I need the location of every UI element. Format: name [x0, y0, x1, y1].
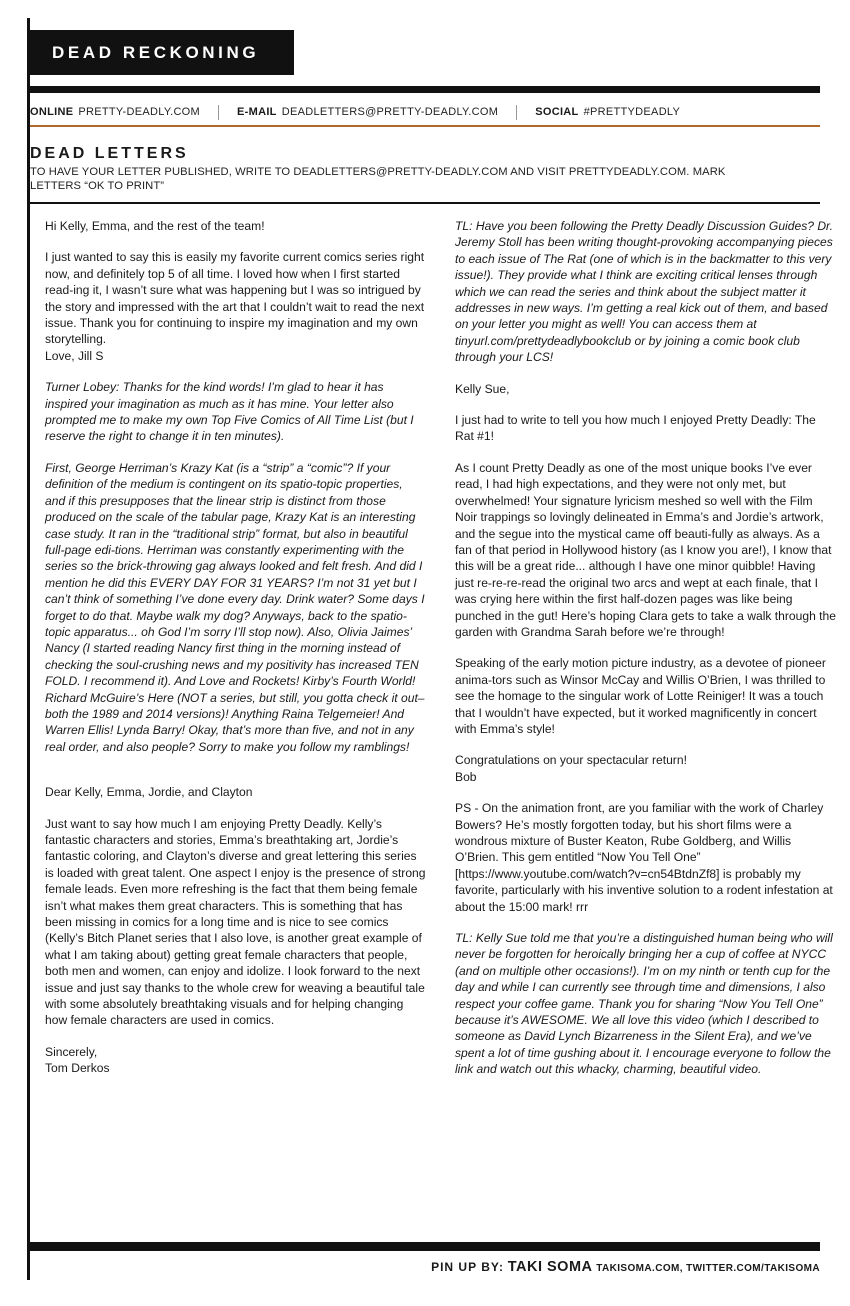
- section-heading: DEAD LETTERS: [30, 145, 189, 162]
- left-column: [45, 218, 426, 1092]
- letter-paragraph: I just wanted to say this is easily my favorite current comics series right now, and definitely top 5 of all time. I loved how when I first started read-ing it, I wasn’t sure what was happening but I was so intrigued by the story and impressed with the art that I couldn’t wait to read the next issue. Thank you for continuing to inspire my imagination and my own storytelling.: [45, 250, 425, 347]
- contact-online: [30, 106, 200, 118]
- contact-divider-1: [218, 105, 219, 120]
- masthead-banner: [30, 30, 294, 75]
- pinup-label: PIN UP BY:: [431, 1260, 504, 1274]
- contact-social-value: #PRETTYDEADLY: [583, 106, 681, 118]
- letter-paragraph: I just had to write to tell you how much I enjoyed Pretty Deadly: The Rat #1!: [455, 413, 816, 444]
- masthead-title: DEAD RECKONING: [52, 42, 260, 62]
- section-divider-rule: [30, 202, 820, 204]
- contact-email: [237, 106, 498, 118]
- contact-email-value: DEADLETTERS@PRETTY-DEADLY.COM: [281, 106, 499, 118]
- letter-salutation: Dear Kelly, Emma, Jordie, and Clayton: [45, 785, 253, 800]
- top-divider-bar: [30, 86, 820, 93]
- contact-social-label: SOCIAL: [535, 106, 579, 118]
- pinup-credit: [30, 1259, 820, 1275]
- letter-signature: Bob: [455, 769, 477, 784]
- letter-salutation: Kelly Sue,: [455, 381, 510, 396]
- editor-reply-paragraph: TL: Kelly Sue told me that you’re a distinguished human being who will never be forgotten for heroically bringing her a cup of coffee at NYCC (and on multiple other occasions!). I’m on my ninth or tenth cup for the day and while I can currently see through time and dimensions, I also respect your coffee game. Thank you for sharing “Now You Tell One” because it’s AWESOME. We all love this video (which I described to someone as David Lynch Bizarreness in the Silent Era), and we’ve spent a lot of time gushing about it. I encourage everyone to follow the link and watch out this whacky, charming, beautiful video.: [455, 931, 833, 1077]
- contact-email-label: E-MAIL: [237, 106, 277, 118]
- letter-postscript: PS - On the animation front, are you familiar with the work of Charley Bowers? He’s mostly forgotten today, but his short films were a wondrous mixture of Buster Keaton, Rube Goldberg, and Willis O’Brien. This gem entitled “Now You Tell One” [https://www.youtube.com/watch?v=cn54BtdnZf8] is probably my favorite, particularly with his inventive solution to a rodent infestation at about the 15:00 mark! rrr: [455, 801, 833, 914]
- letter-paragraph: Hi Kelly, Emma, and the rest of the team!: [45, 219, 265, 233]
- column-spacer: [45, 770, 426, 784]
- pinup-artist-name: TAKI SOMA: [507, 1259, 593, 1275]
- editor-reply-paragraph: First, George Herriman’s Krazy Kat (is a “strip” a “comic”? If your definition of the medium is contingent on its spatio-topic properties, and if this presupposes that the linear strip is distinct from those produced on the scale of the tabular page, Krazy Kat is an interesting case study. It ran in the “traditional strip” format, but also in beautiful full-page edi-tions. Herriman was constantly experimenting with the series so the brick-throwing gag always looked and felt fresh. And did I mention he did this EVERY DAY FOR 31 YEARS? I’m not 31 yet but I can’t think of something I’ve done every day. Drink water? Some days I forget to do that. Maybe walk my dog? Anyways, back to the spatio-topic apparatus... oh God I’m sorry I’ll stop now). Also, Olivia Jaimes’ Nancy (I started reading Nancy first thing in the morning instead of checking the soul-crushing news and my positivity has increased TEN FOLD. I recommend it). And Love and Rockets! Kirby’s Fourth World! Richard McGuire’s Here (NOT a series, but still, you gotta check it out–both the 1989 and 2014 versions)! Anything Raina Telgemeier! And Warren Ellis! Lynda Barry! Okay, that’s more than five, and not in any real order, and also people? Sorry to make you follow my ramblings!: [45, 460, 425, 754]
- contact-online-label: ONLINE: [30, 106, 74, 118]
- letter-closing: Sincerely,: [45, 1044, 98, 1059]
- letter-paragraph: As I count Pretty Deadly as one of the most unique books I’ve ever read, I had high expectations, and they were not only met, but overwhelmed! Your signature lyricism meshed so well with the Film Noir trappings so lovingly delineated in Emma’s and Jordie’s artwork, and the segue into the mystical came off beauti-fully as always. As a fan of that period in Hollywood history (as I know you are!), I know that this will be a great ride... although I have one minor quibble! Having just re-re-re-read the original two arcs and wept at each finale, that I was crying here within the first half-dozen pages was like being punched in the gut! Here’s hoping Clara gets to take a walk through the garden with Grandma Sarah before we’re through!: [455, 460, 836, 639]
- contact-divider-2: [516, 105, 517, 120]
- letter-paragraph: Speaking of the early motion picture industry, as a devotee of pioneer anima-tors such as Winsor McCay and Willis O’Brien, I was thrilled to see the homage to the singular work of Lotte Reiniger! It was a touch that I wouldn’t have expected, but it worked magnificently in concert with Emma’s style!: [455, 656, 826, 736]
- contact-strip: [30, 101, 820, 123]
- left-vertical-rule: [27, 18, 30, 1280]
- letter-paragraph: Just want to say how much I am enjoying Pretty Deadly. Kelly’s fantastic characters and stories, Emma’s breathtaking art, Jordie’s fantastic coloring, and Clayton’s diverse and great lettering this series is loaded with great talent. One aspect I enjoy is the presence of strong female leads. Even more refreshing is the fact that them being female isn’t what makes them great characters. This is something that has been missing in comics for a long time and is nice to see comics (Kelly’s Bitch Planet series that I also love, is another great example of what I am taking about) getting great female characters that people, both men and women, can enjoy and idolize. I look forward to the next issue and just say thanks to the whole crew for weaving a beautiful tale with some absolutely breathtaking visuals and for helping changing how female characters are used in comics.: [45, 816, 426, 1028]
- bottom-divider-bar: [30, 1242, 820, 1251]
- editor-reply-paragraph: Turner Lobey: Thanks for the kind words! I’m glad to hear it has inspired your imagination as much as it has mine. Your letter also prompted me to make my own Top Five Comics of All Time List (but I reserve the right to change it in ten minutes).: [45, 380, 414, 444]
- pinup-artist-links: TAKISOMA.COM, TWITTER.COM/TAKISOMA: [596, 1263, 820, 1274]
- editor-reply-paragraph: TL: Have you been following the Pretty Deadly Discussion Guides? Dr. Jeremy Stoll has been writing thought-provoking accompanying pieces to each issue of The Rat (one of which is in the backmatter to this very issue!). They provide what I think are exciting critical lenses through which we can read the series and think about the subject matter it addresses in new ways. I’m getting a real kick out of them, and based on your letter you might as well! You can access them at tinyurl.com/prettydeadlybookclub or by joining a comic book club through your LCS!: [455, 219, 834, 365]
- section-subheading: TO HAVE YOUR LETTER PUBLISHED, WRITE TO DEADLETTERS@PRETTY-DEADLY.COM AND VISIT PRETTYDEADLY.COM. MARK LETTERS “OK TO PRINT”: [30, 166, 726, 192]
- letter-signature: Tom Derkos: [45, 1061, 110, 1076]
- right-column: [455, 218, 836, 1093]
- letter-signature: Love, Jill S: [45, 348, 104, 363]
- accent-rule: [30, 125, 820, 127]
- contact-online-value: PRETTY-DEADLY.COM: [78, 106, 201, 118]
- contact-social: [535, 106, 680, 118]
- letter-closing: Congratulations on your spectacular return!: [455, 753, 687, 768]
